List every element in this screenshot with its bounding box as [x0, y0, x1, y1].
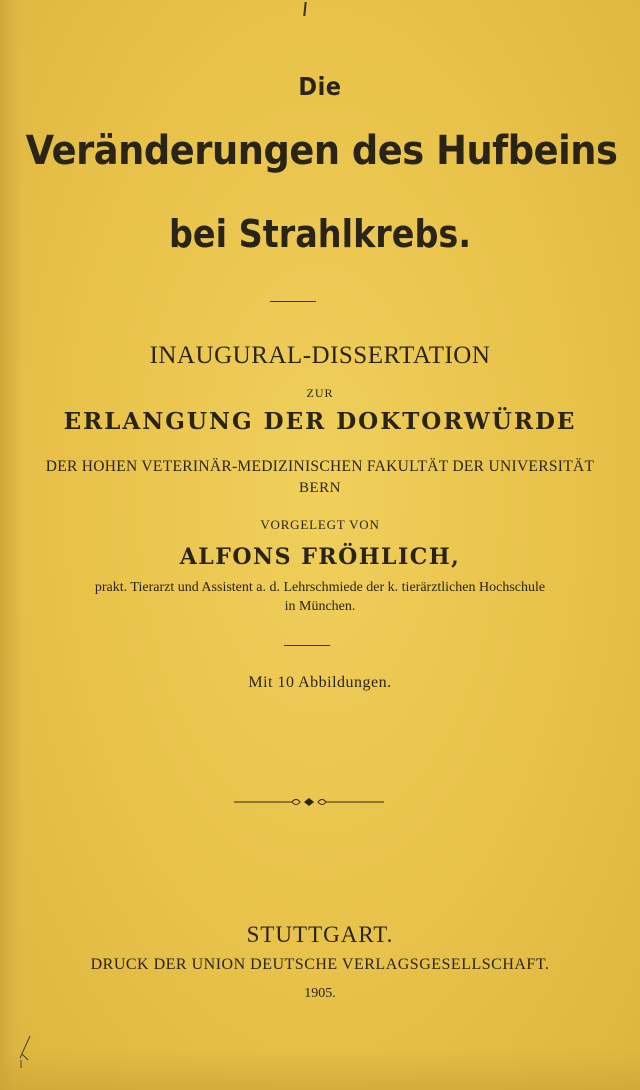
author-description-line-1: prakt. Tierarzt und Assistent a. d. Lehrschmiede der k. tierärztlichen Hochschule	[94, 580, 546, 595]
main-title: Veränderungen des Hufbeins	[25, 128, 618, 174]
publication-year: 1905.	[304, 986, 336, 1001]
publisher-line: DRUCK DER UNION DEUTSCHE VERLAGSGESELLSCHAFT.	[90, 956, 550, 973]
author-name: ALFONS FRÖHLICH,	[179, 544, 461, 570]
author-description-line-2: in München.	[284, 599, 356, 614]
publication-city: STUTTGART.	[246, 922, 394, 947]
faculty-line: DER HOHEN VETERINÄR-MEDIZINISCHEN FAKULTÄT DER UNIVERSITÄT	[45, 458, 595, 475]
dissertation-label: INAUGURAL-DISSERTATION	[149, 342, 491, 369]
pencil-mark	[303, 2, 306, 16]
illustrations-note: Mit 10 Abbildungen.	[248, 674, 392, 691]
page-bottom-shadow	[0, 1050, 640, 1090]
zur-label: ZUR	[306, 386, 334, 400]
pre-title: Die	[298, 72, 342, 101]
university-city: BERN	[298, 480, 341, 496]
purpose-line: ERLANGUNG DER DOKTORWÜRDE	[63, 408, 577, 435]
pencil-scribble-icon	[16, 1030, 36, 1070]
submitted-by-label: VORGELEGT VON	[260, 517, 380, 532]
divider-rule	[284, 645, 330, 646]
subtitle: bei Strahlkrebs.	[168, 212, 472, 256]
divider-rule	[270, 301, 316, 302]
ornament-divider-icon	[234, 795, 384, 809]
